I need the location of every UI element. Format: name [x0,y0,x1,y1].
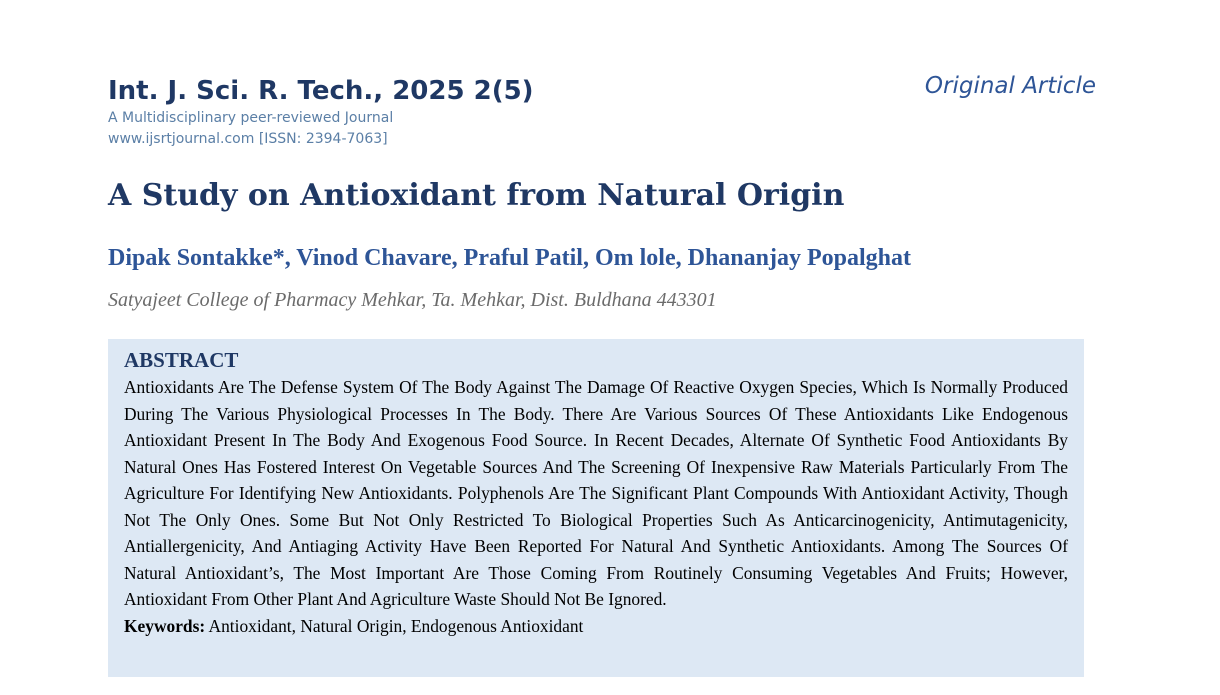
paper-title: A Study on Antioxidant from Natural Origin [108,178,845,213]
abstract-body: Antioxidants Are The Defense System Of The Body Against The Damage Of Reactive Oxygen Species, Which Is Normally Produced During The Various Physiological Processes In The Body. There Are Various Sources Of These Antioxidants Like Endogenous Antioxidant Present In The Body And Exogenous Food Source. In Recent Decades, Alternate Of Synthetic Food Antioxidants By Natural Ones Has Fostered Interest On Vegetable Sources And The Screening Of Inexpensive Raw Materials Particularly From The Agriculture For Identifying New Antioxidants. Polyphenols Are The Significant Plant Compounds With Antioxidant Activity, Though Not The Only Ones. Some But Not Only Restricted To Biological Properties Such As Anticarcinogenicity, Antimutagenicity, Antiallergenicity, And Antiaging Activity Have Been Reported For Natural And Synthetic Antioxidants. Among The Sources Of Natural Antioxidant’s, The Most Important Are Those Coming From Routinely Consuming Vegetables And Fruits; However, Antioxidant From Other Plant And Agriculture Waste Should Not Be Ignored. [124,377,1068,609]
abstract-heading: ABSTRACT [124,348,239,372]
affiliation: Satyajeet College of Pharmacy Mehkar, Ta. Mehkar, Dist. Buldhana 443301 [108,289,717,311]
keywords-line [124,613,1068,640]
journal-title: Int. J. Sci. R. Tech., 2025 2(5) [108,76,534,106]
journal-site: www.ijsrtjournal.com [ISSN: 2394-7063] [108,131,388,147]
article-type-label: Original Article [924,73,1096,99]
journal-subtitle: A Multidisciplinary peer-reviewed Journal [108,110,394,126]
keywords-values: Antioxidant, Natural Origin, Endogenous Antioxidant [208,615,584,636]
journal-header [108,74,534,150]
abstract-box [108,339,1084,677]
author-list: Dipak Sontakke*, Vinod Chavare, Praful Patil, Om lole, Dhananjay Popalghat [108,245,911,271]
keywords-label: Keywords: [124,615,206,636]
